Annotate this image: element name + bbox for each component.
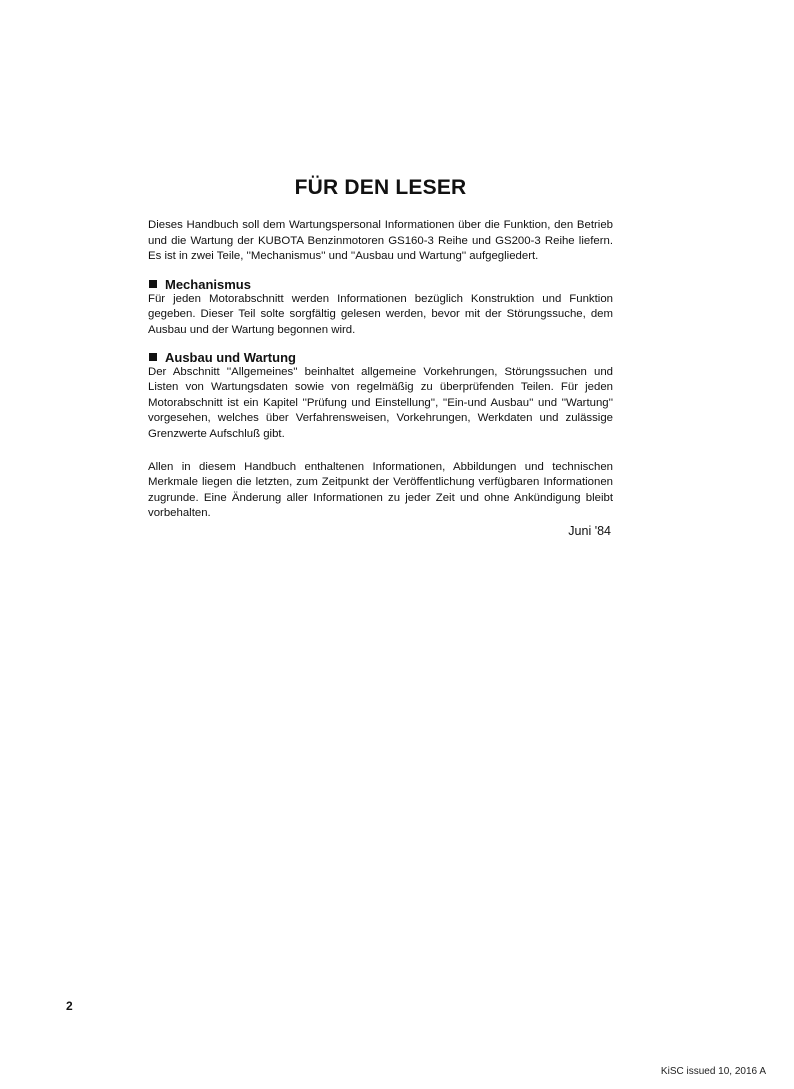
intro-paragraph: Dieses Handbuch soll dem Wartungspersonal Informationen über die Funktion, den Betrieb und die Wartung der KUBOTA Benzinmotoren GS160-3 Reihe und GS200-3 Reihe liefern. Es ist in zwei Teile, ''Mechanismus'' und ''Ausbau und Wartung'' aufgegliedert.: [148, 219, 613, 263]
page-number: 2: [66, 999, 73, 1013]
document-date: Juni '84: [568, 523, 611, 538]
document-body: [148, 218, 613, 539]
section-ausbau-und-wartung: [148, 350, 613, 443]
section-heading-text: Mechanismus: [165, 276, 251, 292]
closing-paragraph: Allen in diesem Handbuch enthaltenen Informationen, Abbildungen und technischen Merkmale liegen die letzten, zum Zeitpunkt der Veröffentlichung verfügbaren Informationen zugrunde. Eine Änderung aller Informationen zu jeder Zeit und ohne Ankündigung bleibt vorbehalten.: [148, 460, 613, 520]
footer-issue-note: KiSC issued 10, 2016 A: [660, 1066, 766, 1077]
section-body-mechanismus: Für jeden Motorabschnitt werden Informationen bezüglich Konstruktion und Funktion gegeben. Dieser Teil solte sorgfältig gelesen werden, bevor mit der Störungssuche, dem Ausbau und der Wartung begonnen wird.: [148, 292, 613, 336]
section-heading-mechanismus: [148, 277, 613, 292]
section-body-ausbau-und-wartung: Der Abschnitt ''Allgemeines'' beinhaltet allgemeine Vorkehrungen, Störungssuchen und Listen von Wartungsdaten sowie von regelmäßig zu überprüfenden Teilen. Für jeden Motorabschnitt ist ein Kapitel ''Prüfung und Einstellung'', ''Ein-und Ausbau'' und ''Wartung'' vorgesehen, welches über Verfahrensweisen, Vorkehrungen, Werkdaten und zulässige Grenzwerte Aufschluß gibt.: [148, 365, 613, 440]
page-title: FÜR DEN LESER: [294, 176, 467, 199]
square-bullet-icon: [149, 353, 157, 361]
square-bullet-icon: [149, 280, 157, 288]
section-heading-text: Ausbau und Wartung: [165, 349, 296, 365]
section-heading-ausbau-und-wartung: [148, 350, 613, 365]
section-mechanismus: [148, 277, 613, 339]
